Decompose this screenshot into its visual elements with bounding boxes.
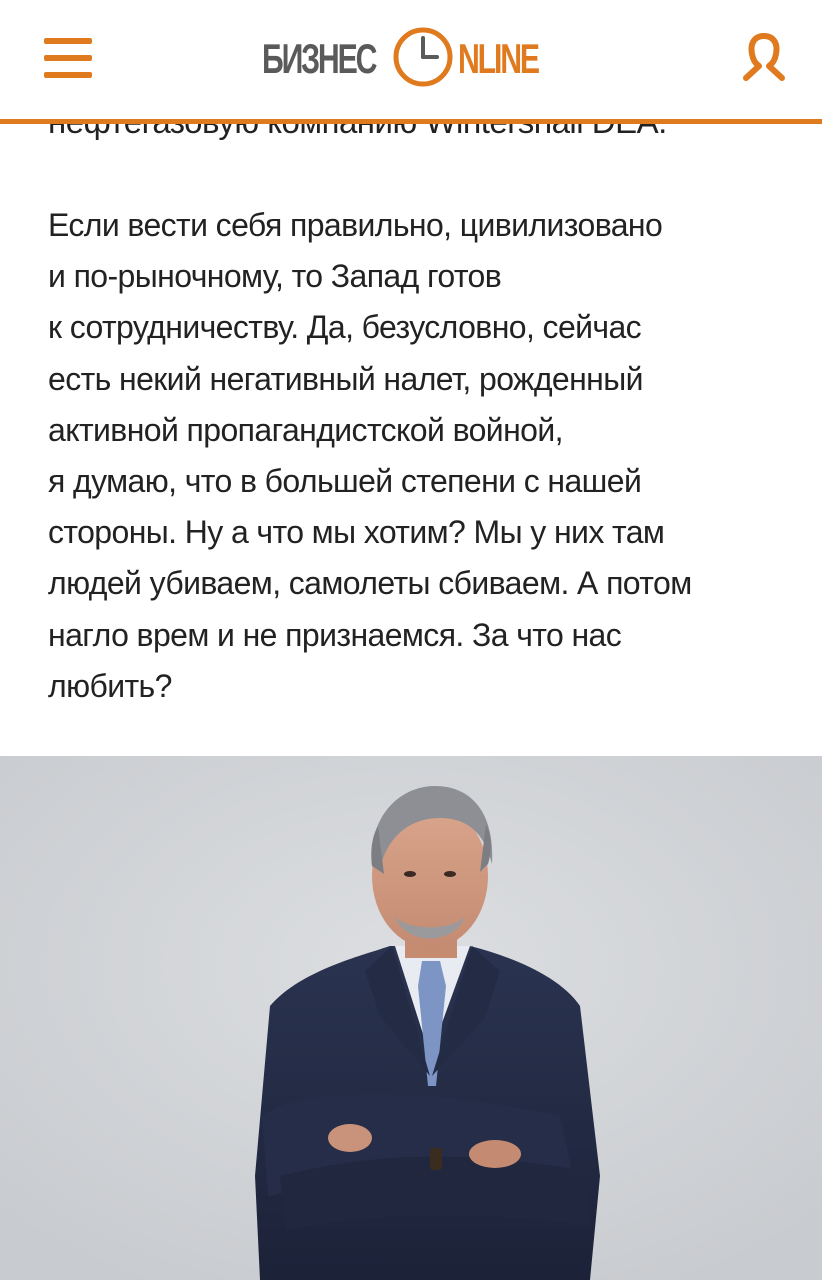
logo-text-left: БИЗНЕС	[262, 35, 376, 82]
paragraph-line: любить?	[48, 667, 172, 704]
user-profile-glyph	[740, 30, 788, 82]
site-header	[0, 0, 822, 120]
hamburger-menu-icon[interactable]	[44, 38, 92, 78]
paragraph-line: и по-рыночному, то Запад готов	[48, 258, 502, 295]
paragraph-line: стороны. Ну а что мы хотим? Мы у них там	[48, 514, 665, 551]
portrait-photo-illustration	[0, 756, 822, 1280]
paragraph-line: есть некий негативный налет, рожденный	[48, 360, 643, 397]
paragraph-line: Если вести себя правильно, цивилизовано	[48, 207, 663, 243]
site-logo[interactable]	[262, 24, 562, 88]
logo-text-right: NLINE	[458, 35, 538, 82]
menu-bar	[44, 72, 92, 78]
article-paragraph	[48, 200, 778, 712]
menu-bar	[44, 38, 92, 44]
paragraph-line: к сотрудничеству. Да, безусловно, сейчас	[48, 309, 642, 346]
article-photo	[0, 756, 822, 1280]
paragraph-line: я думаю, что в большей степени с нашей	[48, 463, 642, 500]
header-accent-rule	[0, 119, 822, 124]
paragraph-line: активной пропагандистской войной,	[48, 411, 563, 448]
paragraph-line: людей убиваем, самолеты сбиваем. А потом	[48, 565, 692, 602]
paragraph-line: нагло врем и не признаемся. За что нас	[48, 616, 622, 653]
clock-logo-icon	[392, 26, 454, 88]
user-profile-icon[interactable]	[740, 30, 788, 82]
menu-bar	[44, 55, 92, 61]
